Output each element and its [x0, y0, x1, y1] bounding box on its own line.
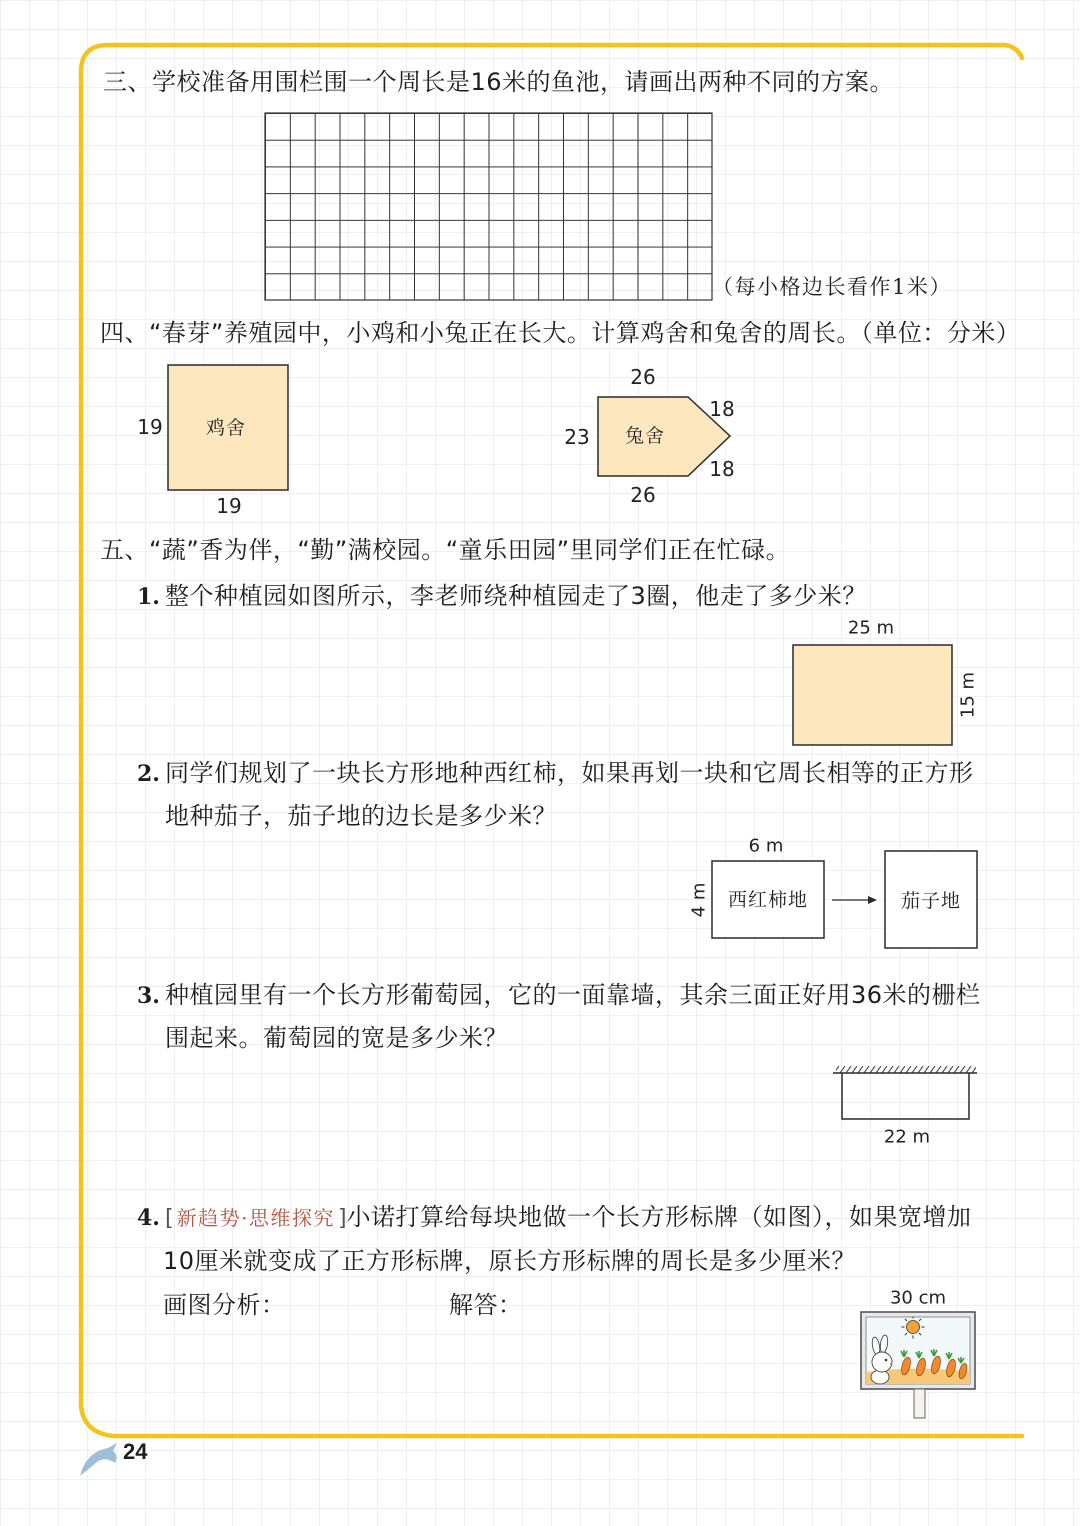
wall-hatching	[836, 1066, 976, 1073]
sign-board	[861, 1312, 975, 1389]
rabbit-hutch-left-side: 23	[564, 425, 590, 449]
chicken-coop-left-side: 19	[137, 415, 163, 439]
vineyard-fence	[842, 1073, 969, 1119]
chicken-coop-bottom-side: 19	[216, 494, 242, 518]
question-1	[137, 581, 867, 612]
page-frame-bottom	[81, 1405, 1022, 1436]
question-3-number: 3.	[137, 983, 160, 1009]
chicken-coop-label: 鸡舍	[205, 417, 247, 439]
question-3-line-2: 围起来。葡萄园的宽是多少米？	[165, 1024, 508, 1052]
section3-title: 三、学校准备用围栏围一个周长是16米的鱼池，请画出两种不同的方案。	[103, 68, 895, 96]
section4-title: 四、“春芽”养殖园中，小鸡和小兔正在长大。计算鸡舍和兔舍的周长。（单位：分米）	[100, 319, 1021, 347]
question-4	[137, 1202, 972, 1234]
tomato-plot-label: 西红柿地	[727, 889, 809, 911]
drawing-grid	[265, 113, 712, 300]
diagram-analysis-label: 画图分析：	[163, 1291, 286, 1319]
question-2-line-1: 同学们规划了一块长方形地种西红柿，如果再划一块和它周长相等的正方形	[165, 759, 974, 787]
question-1-number: 1.	[137, 584, 160, 610]
rabbit-hutch-upper-right-side: 18	[709, 397, 735, 421]
question-3	[137, 980, 981, 1011]
question-4-tag-close: ]	[337, 1206, 347, 1231]
question-1-text: 整个种植园如图所示，李老师绕种植园走了3圈，他走了多少米？	[165, 582, 867, 610]
rabbit-hutch-lower-right-side: 18	[709, 457, 735, 481]
page-number: 24	[123, 1439, 148, 1464]
question-2-number: 2.	[137, 761, 160, 787]
tomato-plot-width-label: 4 m	[688, 882, 710, 918]
question-4-line-2: 10厘米就变成了正方形标牌，原长方形标牌的周长是多少厘米？	[163, 1247, 857, 1275]
sign-width-label: 30 cm	[889, 1287, 947, 1309]
garden-width-label: 15 m	[957, 671, 979, 719]
dolphin-icon	[80, 1443, 117, 1476]
question-2	[137, 758, 974, 789]
arrow-icon	[832, 896, 877, 904]
grid-note: （每小格边长看作1米）	[712, 275, 952, 299]
question-3-line-1: 种植园里有一个长方形葡萄园，它的一面靠墙，其余三面正好用36米的栅栏	[165, 981, 981, 1009]
tomato-plot-length-label: 6 m	[748, 835, 784, 857]
rabbit-hutch-top-side: 26	[630, 365, 656, 389]
question-4-tag: 新趋势·思维探究	[176, 1206, 335, 1230]
rabbit-hutch-label: 兔舍	[624, 425, 666, 447]
vineyard-length-label: 22 m	[883, 1126, 931, 1148]
question-4-line-1: 小诺打算给每块地做一个长方形标牌（如图），如果宽增加	[346, 1203, 972, 1231]
section5-title: 五、“蔬”香为伴，“勤”满校园。“童乐田园”里同学们正在忙碌。	[100, 536, 791, 564]
question-4-number: 4.	[137, 1205, 160, 1231]
question-4-tag-open: [	[165, 1206, 174, 1231]
eggplant-plot-label: 茄子地	[900, 890, 962, 912]
rabbit-hutch-bottom-side: 26	[630, 483, 656, 507]
garden-length-label: 25 m	[847, 617, 895, 639]
garden-rectangle	[793, 645, 952, 745]
answer-label: 解答：	[449, 1291, 523, 1319]
sign-post	[914, 1389, 925, 1418]
question-2-line-2: 地种茄子，茄子地的边长是多少米？	[165, 802, 557, 830]
